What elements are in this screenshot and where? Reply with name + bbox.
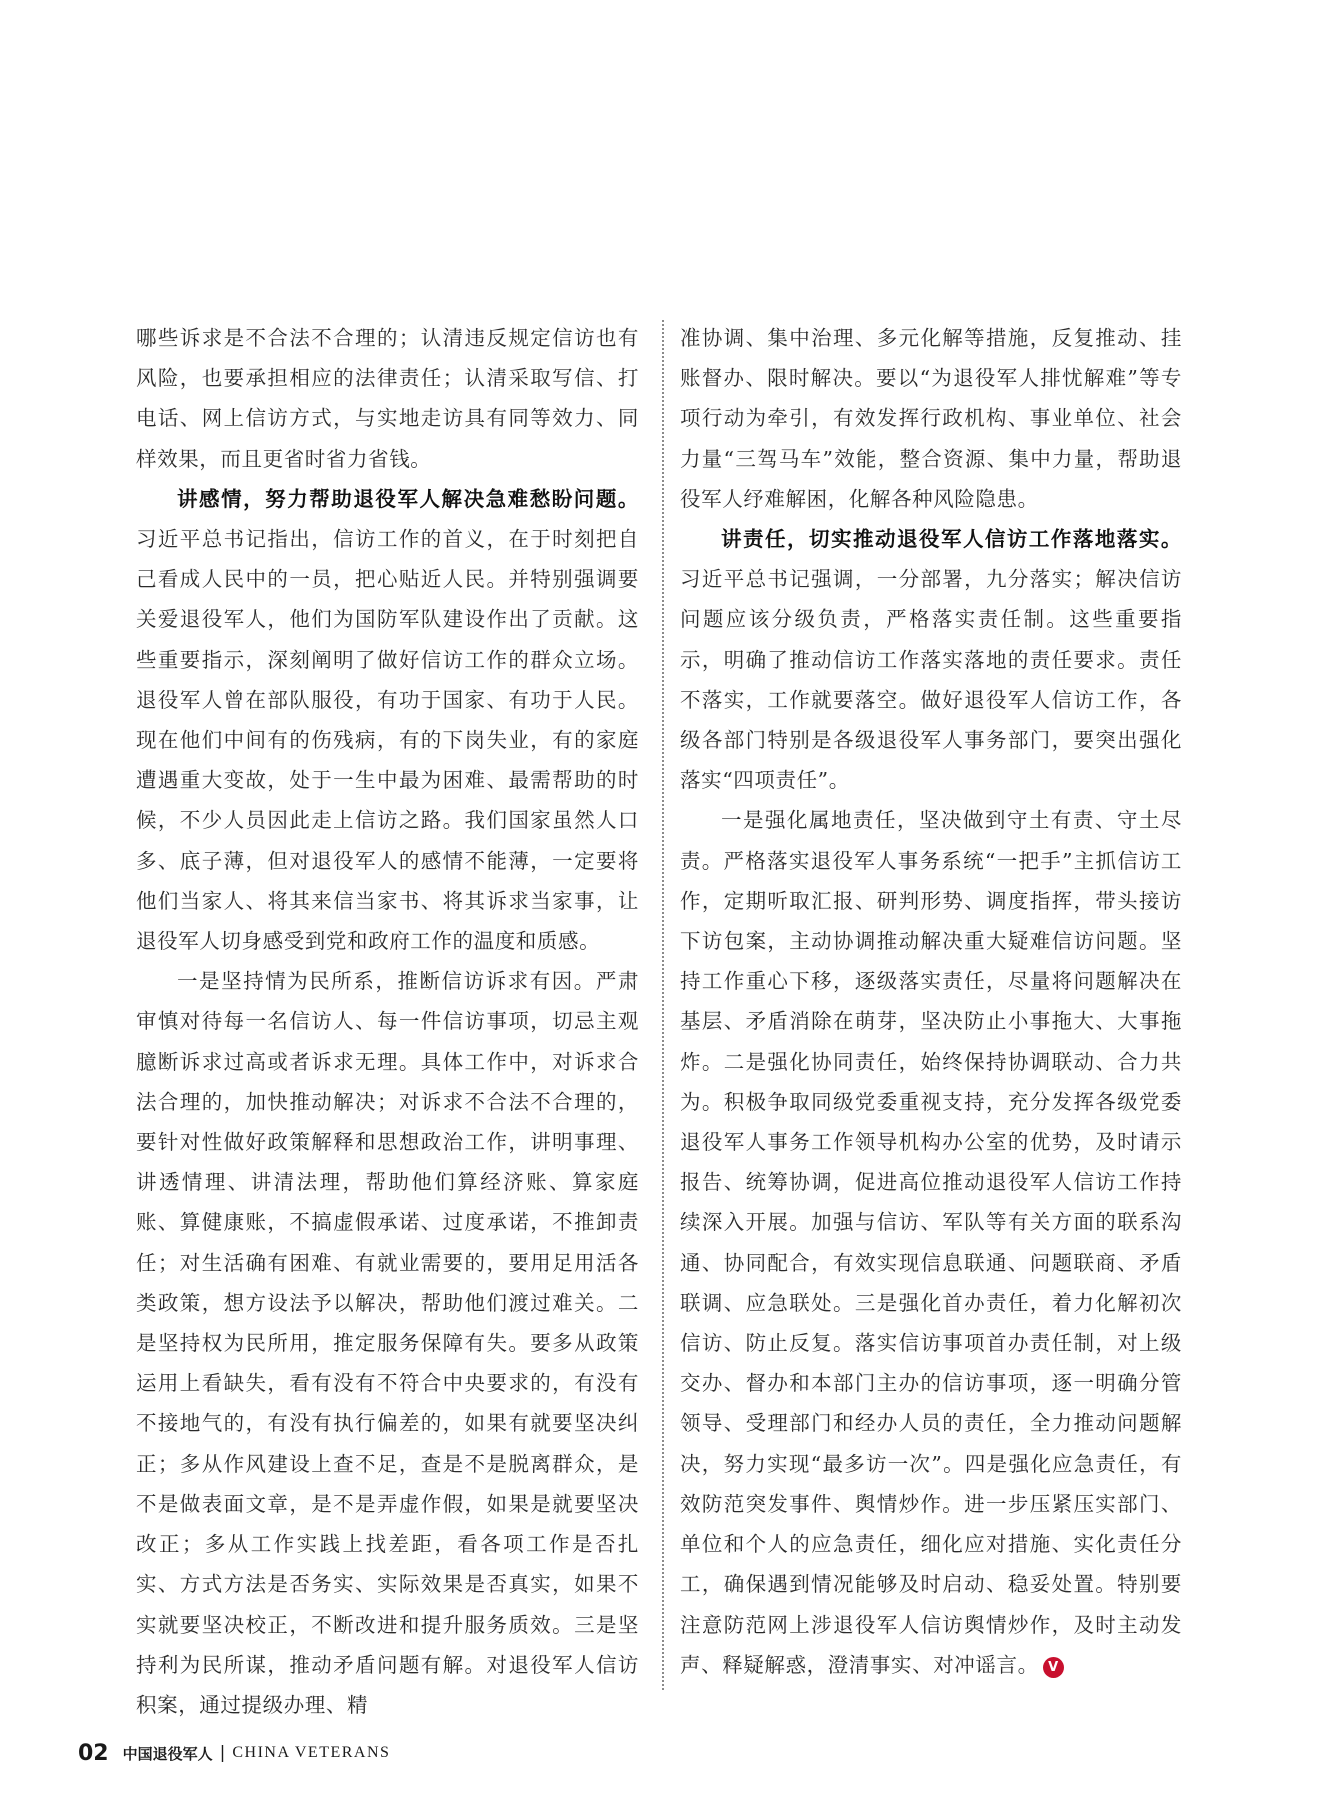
left-column	[136, 318, 639, 1725]
section-heading: 讲感情，努力帮助退役军人解决急难愁盼问题。	[177, 486, 639, 511]
paragraph-text: 一是强化属地责任，坚决做到守土有责、守土尽责。严格落实退役军人事务系统“一把手”主抓信访工作，定期听取汇报、研判形势、调度指挥，带头接访下访包案，主动协调推动解决重大疑难信访问题。坚持工作重心下移，逐级落实责任，尽量将问题解决在基层、矛盾消除在萌芽，坚决防止小事拖大、大事拖炸。二是强化协同责任，始终保持协调联动、合力共为。积极争取同级党委重视支持，充分发挥各级党委退役军人事务工作领导机构办公室的优势，及时请示报告、统筹协调，促进高位推动退役军人信访工作持续深入开展。加强与信访、军队等有关方面的联系沟通、协同配合，有效实现信息联通、问题联商、矛盾联调、应急联处。三是强化首办责任，着力化解初次信访、防止反复。落实信访事项首办责任制，对上级交办、督办和本部门主办的信访事项，逐一明确分管领导、受理部门和经办人员的责任，全力推动问题解决，努力实现“最多访一次”。四是强化应急责任，有效防范突发事件、舆情炒作。进一步压紧压实部门、单位和个人的应急责任，细化应对措施、实化责任分工，确保遇到情况能够及时启动、稳妥处置。特别要注意防范网上涉退役军人信访舆情炒作，及时主动发声、释疑解惑，澄清事实、对冲谣言。	[680, 808, 1182, 1677]
right-column	[680, 318, 1182, 1685]
footer-separator: |	[219, 1743, 226, 1763]
magazine-name: 中国退役军人	[122, 1744, 213, 1763]
paragraph-text: 习近平总书记强调，一分部署，九分落实；解决信访问题应该分级负责，严格落实责任制。这些重要指示，明确了推动信访工作落实落地的责任要求。责任不落实，工作就要落空。做好退役军人信访工作，各级各部门特别是各级退役军人事务部门，要突出强化落实“四项责任”。	[680, 567, 1182, 793]
page-footer	[78, 1738, 390, 1768]
paragraph: 一是坚持情为民所系，推断信访诉求有因。严肃审慎对待每一名信访人、每一件信访事项，切忌主观臆断诉求过高或者诉求无理。具体工作中，对诉求合法合理的，加快推动解决；对诉求不合法不合理的，要针对性做好政策解释和思想政治工作，讲明事理、讲透情理、讲清法理，帮助他们算经济账、算家庭账、算健康账，不搞虚假承诺、过度承诺，不推卸责任；对生活确有困难、有就业需要的，要用足用活各类政策，想方设法予以解决，帮助他们渡过难关。二是坚持权为民所用，推定服务保障有失。要多从政策运用上看缺失，看有没有不符合中央要求的，有没有不接地气的，有没有执行偏差的，如果有就要坚决纠正；多从作风建设上查不足，查是不是脱离群众，是不是做表面文章，是不是弄虚作假，如果是就要坚决改正；多从工作实践上找差距，看各项工作是否扎实、方式方法是否务实、实际效果是否真实，如果不实就要坚决校正，不断改进和提升服务质效。三是坚持利为民所谋，推动矛盾问题有解。对退役军人信访积案，通过提级办理、精	[136, 969, 639, 1717]
end-mark-icon: V	[1043, 1657, 1064, 1678]
paragraph-text: 习近平总书记指出，信访工作的首义，在于时刻把自己看成人民中的一员，把心贴近人民。并特别强调要关爱退役军人，他们为国防军队建设作出了贡献。这些重要指示，深刻阐明了做好信访工作的群众立场。退役军人曾在部队服役，有功于国家、有功于人民。现在他们中间有的伤残病，有的下岗失业，有的家庭遭遇重大变故，处于一生中最为困难、最需帮助的时候，不少人员因此走上信访之路。我们国家虽然人口多、底子薄，但对退役军人的感情不能薄，一定要将他们当家人、将其来信当家书、将其诉求当家事，让退役军人切身感受到党和政府工作的温度和质感。	[136, 527, 639, 954]
paragraph	[136, 479, 639, 961]
section-heading: 讲责任，切实推动退役军人信访工作落地落实。	[721, 527, 1182, 552]
paragraph	[680, 519, 1182, 800]
page-number: 02	[78, 1740, 109, 1766]
magazine-name-english: CHINA VETERANS	[232, 1744, 391, 1761]
paragraph	[680, 800, 1182, 1684]
column-divider	[662, 320, 664, 1690]
paragraph: 哪些诉求是不合法不合理的；认清违反规定信访也有风险，也要承担相应的法律责任；认清采取写信、打电话、网上信访方式，与实地走访具有同等效力、同样效果，而且更省时省力省钱。	[136, 326, 639, 471]
paragraph: 准协调、集中治理、多元化解等措施，反复推动、挂账督办、限时解决。要以“为退役军人排忧解难”等专项行动为牵引，有效发挥行政机构、事业单位、社会力量“三驾马车”效能，整合资源、集中力量，帮助退役军人纾难解困，化解各种风险隐患。	[680, 326, 1182, 511]
